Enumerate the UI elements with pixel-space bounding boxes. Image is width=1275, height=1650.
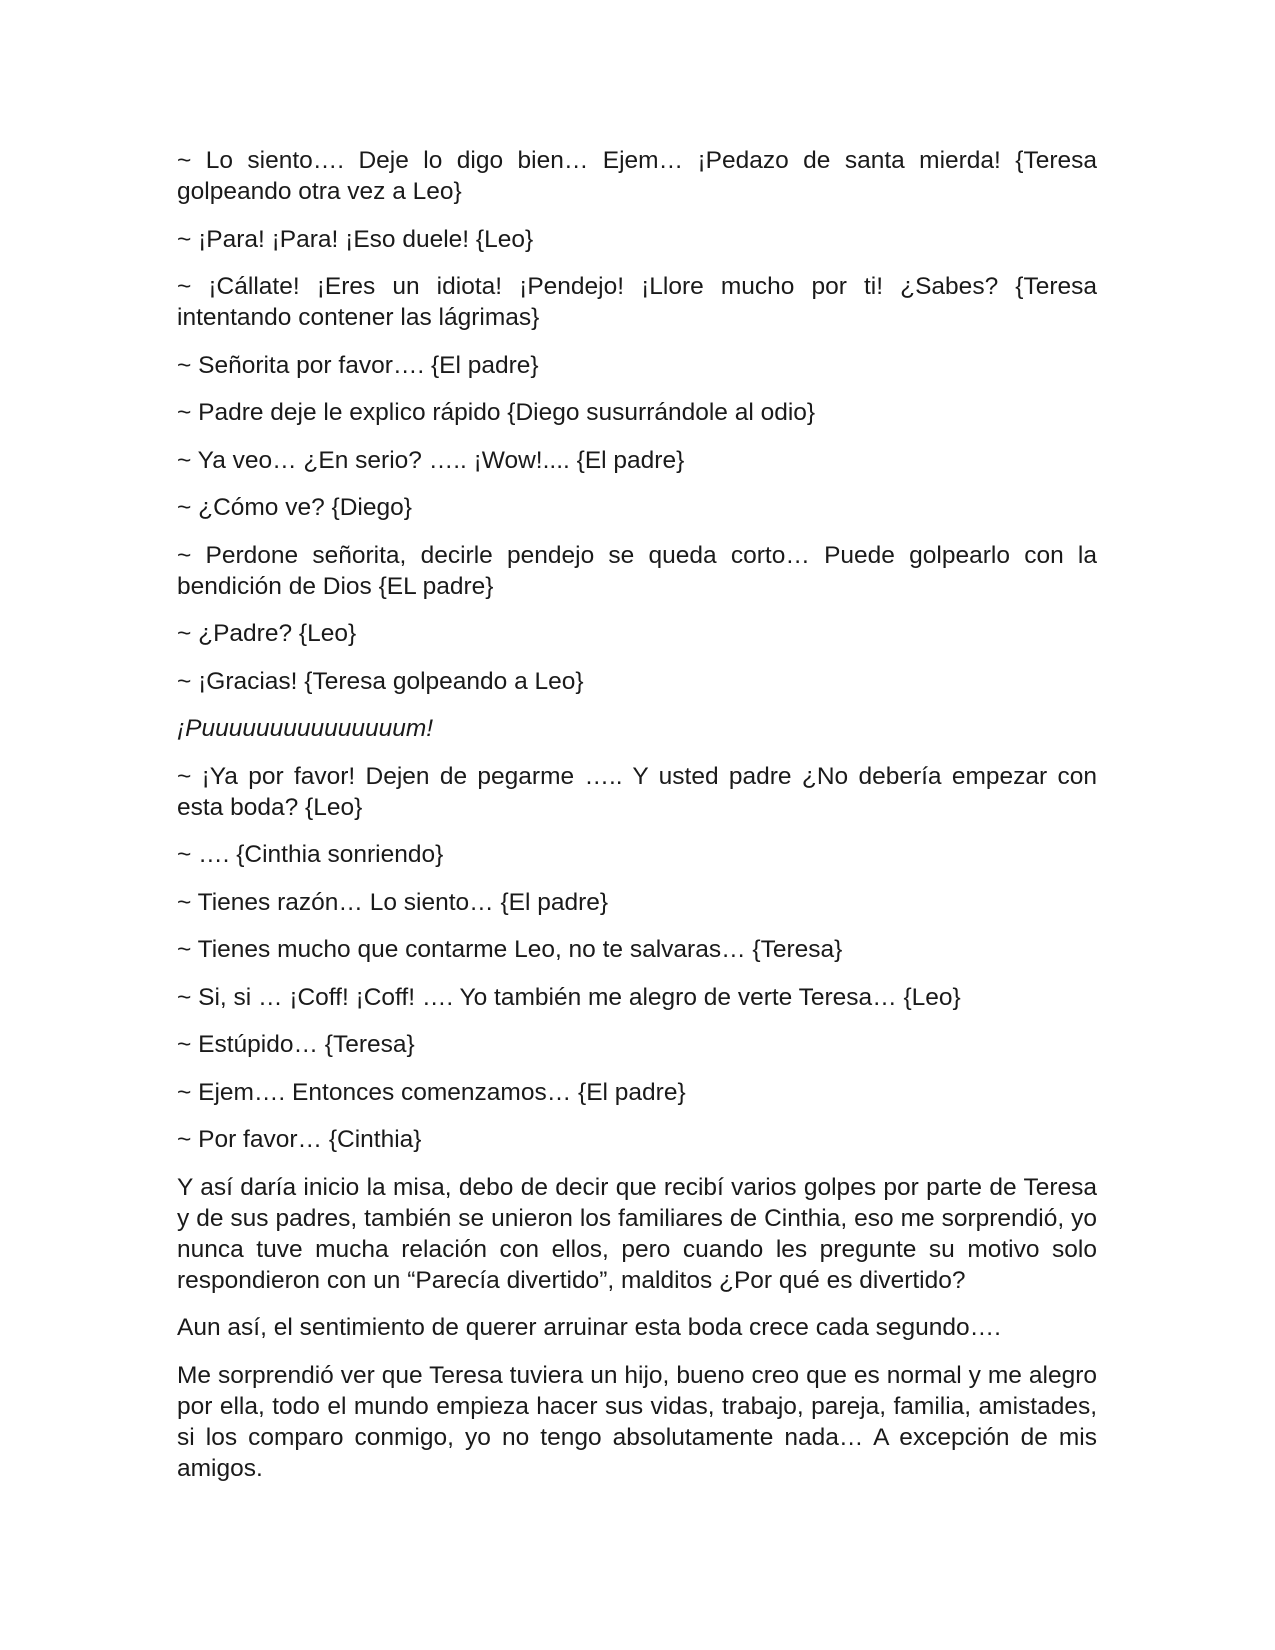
dialogue-line: ~ ¡Gracias! {Teresa golpeando a Leo} bbox=[177, 667, 584, 695]
dialogue-line: ~ Perdone señorita, decirle pendejo se queda corto… Puede golpearlo con la bendición de Dios {EL padre} bbox=[177, 541, 1097, 600]
dialogue-line: ~ Tienes razón… Lo siento… {El padre} bbox=[177, 888, 609, 916]
dialogue-line: ~ ¡Ya por favor! Dejen de pegarme ….. Y usted padre ¿No debería empezar con esta boda? {Leo} bbox=[177, 762, 1097, 821]
narrative-paragraph: Aun así, el sentimiento de querer arruinar esta boda crece cada segundo…. bbox=[177, 1314, 1001, 1341]
narrative-paragraph: Y así daría inicio la misa, debo de decir que recibí varios golpes por parte de Teresa y de sus padres, también se unieron los familiares de Cinthia, eso me sorprendió, yo nunca tuve mucha relación con ellos, pero cuando les pregunte su motivo solo respondieron con un “Parecía divertido”, malditos ¿Por qué es divertido? bbox=[177, 1173, 1097, 1294]
dialogue-line: ~ ¡Para! ¡Para! ¡Eso duele! {Leo} bbox=[177, 225, 534, 253]
dialogue-line: ~ Tienes mucho que contarme Leo, no te salvaras… {Teresa} bbox=[177, 936, 843, 963]
dialogue-line: ~ …. {Cinthia sonriendo} bbox=[177, 841, 444, 868]
dialogue-line: ~ ¿Padre? {Leo} bbox=[177, 620, 357, 647]
dialogue-line: ~ Señorita por favor…. {El padre} bbox=[177, 351, 539, 379]
document-page bbox=[177, 145, 1097, 1500]
sound-effect-line: ¡Puuuuuuuuuuuuuuum! bbox=[177, 715, 434, 742]
dialogue-line: ~ ¿Cómo ve? {Diego} bbox=[177, 494, 412, 521]
dialogue-line: ~ Ya veo… ¿En serio? ….. ¡Wow!.... {El padre} bbox=[177, 446, 685, 474]
dialogue-line: ~ Si, si … ¡Coff! ¡Coff! …. Yo también me alegro de verte Teresa… {Leo} bbox=[177, 983, 961, 1011]
dialogue-line: ~ Estúpido… {Teresa} bbox=[177, 1031, 415, 1058]
narrative-paragraph: Me sorprendió ver que Teresa tuviera un hijo, bueno creo que es normal y me alegro por ella, todo el mundo empieza hacer sus vidas, trabajo, pareja, familia, amistades, si los comparo conmigo, yo no tengo absolutamente nada… A excepción de mis amigos. bbox=[177, 1361, 1097, 1482]
dialogue-line: ~ Por favor… {Cinthia} bbox=[177, 1126, 422, 1153]
dialogue-line: ~ Padre deje le explico rápido {Diego susurrándole al odio} bbox=[177, 399, 816, 426]
dialogue-line: ~ Lo siento…. Deje lo digo bien… Ejem… ¡Pedazo de santa mierda! {Teresa golpeando otra vez a Leo} bbox=[177, 147, 1097, 205]
dialogue-line: ~ Ejem…. Entonces comenzamos… {El padre} bbox=[177, 1078, 686, 1106]
dialogue-line: ~ ¡Cállate! ¡Eres un idiota! ¡Pendejo! ¡Llore mucho por ti! ¿Sabes? {Teresa intentando contener las lágrimas} bbox=[177, 273, 1097, 331]
